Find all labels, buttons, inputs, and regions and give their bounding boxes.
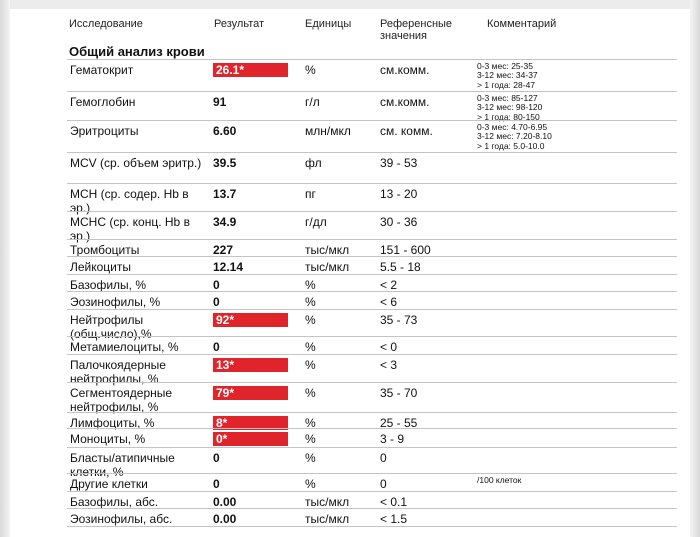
table-row: [67, 291, 677, 310]
unit: %: [305, 358, 316, 372]
table-row: [67, 382, 677, 413]
table-row: [67, 239, 677, 257]
table-row: [67, 412, 677, 429]
reference-range: 5.5 - 18: [380, 260, 421, 274]
reference-range: 30 - 36: [380, 215, 418, 229]
reference-range: 39 - 53: [380, 156, 418, 170]
reference-range: < 0.1: [380, 495, 408, 509]
unit: %: [305, 477, 316, 491]
table-row: [67, 354, 677, 386]
table-row: [67, 447, 677, 479]
table-row: [67, 91, 677, 121]
table-row: [67, 309, 677, 341]
comment-line: 3-12 мес: 34-37: [477, 70, 538, 81]
test-name: Гемоглобин: [70, 95, 136, 109]
test-name: Метамиелоциты, %: [70, 340, 179, 354]
test-name: MCH (ср. содер. Hb в эр.): [70, 187, 189, 215]
result-value: 13.7: [213, 187, 237, 201]
unit: %: [305, 432, 316, 446]
test-name: Бласты/атипичные клетки, %: [70, 451, 175, 479]
test-name: Лимфоциты, %: [70, 416, 155, 430]
test-name: Другие клетки: [70, 477, 148, 491]
test-name: Сегментоядерные нейтрофилы, %: [70, 386, 173, 414]
result-value: 0: [213, 295, 220, 309]
test-name: Базофилы, абс.: [70, 495, 159, 509]
screen-left-edge: [0, 0, 10, 537]
table-row: [67, 336, 677, 355]
result-value: 0.00: [213, 512, 237, 526]
unit: г/л: [305, 95, 320, 109]
lab-results-sheet: [62, 12, 682, 537]
header-reference: Референсные значения: [380, 18, 453, 42]
test-name: Палочкоядерные нейтрофилы, %: [70, 358, 166, 386]
comment-line: > 1 года: 80-150: [477, 111, 540, 122]
comment: [477, 476, 521, 485]
test-name: Моноциты, %: [70, 432, 146, 446]
reference-range: 0: [380, 477, 387, 491]
reference-range: < 3: [380, 358, 398, 372]
unit: млн/мкл: [305, 124, 351, 138]
test-name: MCHC (ср. конц. Hb в эр.): [70, 215, 190, 243]
result-value-flagged: 8*: [213, 416, 288, 430]
table-row: [67, 183, 677, 215]
table-row: [67, 473, 677, 492]
unit: %: [305, 416, 316, 430]
result-value: 0: [213, 477, 220, 491]
result-value: 6.60: [213, 124, 237, 138]
result-value: 0: [213, 340, 220, 354]
table-row: [67, 274, 677, 292]
test-name: Гематокрит: [70, 63, 134, 77]
comment-line: 0-3 мес: 4.70-6.95: [477, 122, 548, 132]
unit: %: [305, 63, 316, 77]
result-value-flagged: 79*: [213, 386, 288, 400]
reference-range: < 2: [380, 278, 398, 292]
unit: %: [305, 278, 316, 292]
screen-right-edge: [690, 0, 700, 537]
test-name: Эозинофилы, %: [70, 295, 161, 309]
unit: тыс/мкл: [305, 243, 350, 257]
reference-range: < 0: [380, 340, 398, 354]
unit: %: [305, 386, 316, 400]
comment-line: 3-12 мес: 7.20-8.10: [477, 131, 552, 142]
unit: г/дл: [305, 215, 327, 229]
test-name: Эозинофилы, абс.: [70, 512, 173, 526]
comment: [477, 123, 552, 151]
test-name: Эритроциты: [70, 124, 139, 138]
reference-range: 35 - 73: [380, 313, 418, 327]
result-value: 0: [213, 451, 220, 465]
test-name: Базофилы, %: [70, 278, 146, 292]
header-result: Результат: [214, 18, 265, 30]
comment-line: /100 клеток: [477, 475, 522, 485]
result-value: 0: [213, 278, 220, 292]
result-value-flagged: 13*: [213, 358, 288, 372]
unit: %: [305, 295, 316, 309]
table-row: [67, 59, 677, 92]
unit: %: [305, 313, 316, 327]
comment-line: 0-3 мес: 85-127: [477, 93, 538, 103]
table-bottom-border: [67, 526, 677, 527]
table-row: [67, 491, 677, 509]
reference-range: см.комм.: [380, 63, 430, 77]
result-value-flagged: 92*: [213, 313, 288, 327]
result-value: 12.14: [213, 260, 244, 274]
test-name: MCV (ср. объем эритр.): [70, 156, 202, 170]
comment-line: 3-12 мес: 98-120: [477, 102, 543, 113]
reference-range: 35 - 70: [380, 386, 418, 400]
unit: тыс/мкл: [305, 260, 350, 274]
table-row: [67, 152, 677, 184]
header-study: Исследование: [69, 18, 143, 30]
test-name: Тромбоциты: [70, 243, 140, 257]
table-row: [67, 211, 677, 243]
reference-range: 25 - 55: [380, 416, 418, 430]
comment-line: 0-3 мес: 25-35: [477, 61, 533, 71]
result-value: 34.9: [213, 215, 237, 229]
comment: [477, 62, 538, 90]
unit: тыс/мкл: [305, 495, 350, 509]
table-row: [67, 256, 677, 275]
reference-range: 151 - 600: [380, 243, 431, 257]
result-value: 91: [213, 95, 227, 109]
unit: %: [305, 340, 316, 354]
header-comment: Комментарий: [487, 18, 557, 30]
table-row: [67, 428, 677, 448]
result-value-flagged: 26.1*: [213, 63, 288, 77]
result-value: 227: [213, 243, 234, 257]
reference-range: 3 - 9: [380, 432, 405, 446]
unit: пг: [305, 187, 316, 201]
reference-range: 13 - 20: [380, 187, 418, 201]
table-row: [67, 120, 677, 153]
table-row: [67, 508, 677, 527]
reference-range: < 1.5: [380, 512, 408, 526]
reference-range: см. комм.: [380, 124, 433, 138]
section-title: Общий анализ крови: [69, 44, 205, 59]
screen-top-edge: [0, 0, 700, 9]
test-name: Лейкоциты: [70, 260, 132, 274]
unit: фл: [305, 156, 322, 170]
reference-range: 0: [380, 451, 387, 465]
result-value: 0.00: [213, 495, 237, 509]
comment: [477, 94, 542, 122]
result-value: 39.5: [213, 156, 237, 170]
result-value-flagged: 0*: [213, 432, 288, 446]
reference-range: < 6: [380, 295, 398, 309]
reference-range: см.комм.: [380, 95, 430, 109]
comment-line: > 1 года: 28-47: [477, 79, 536, 90]
header-units: Единицы: [305, 18, 352, 30]
unit: тыс/мкл: [305, 512, 350, 526]
comment-line: > 1 года: 5.0-10.0: [477, 140, 545, 151]
unit: %: [305, 451, 316, 465]
test-name: Нейтрофилы (общ.число),%: [70, 313, 152, 341]
